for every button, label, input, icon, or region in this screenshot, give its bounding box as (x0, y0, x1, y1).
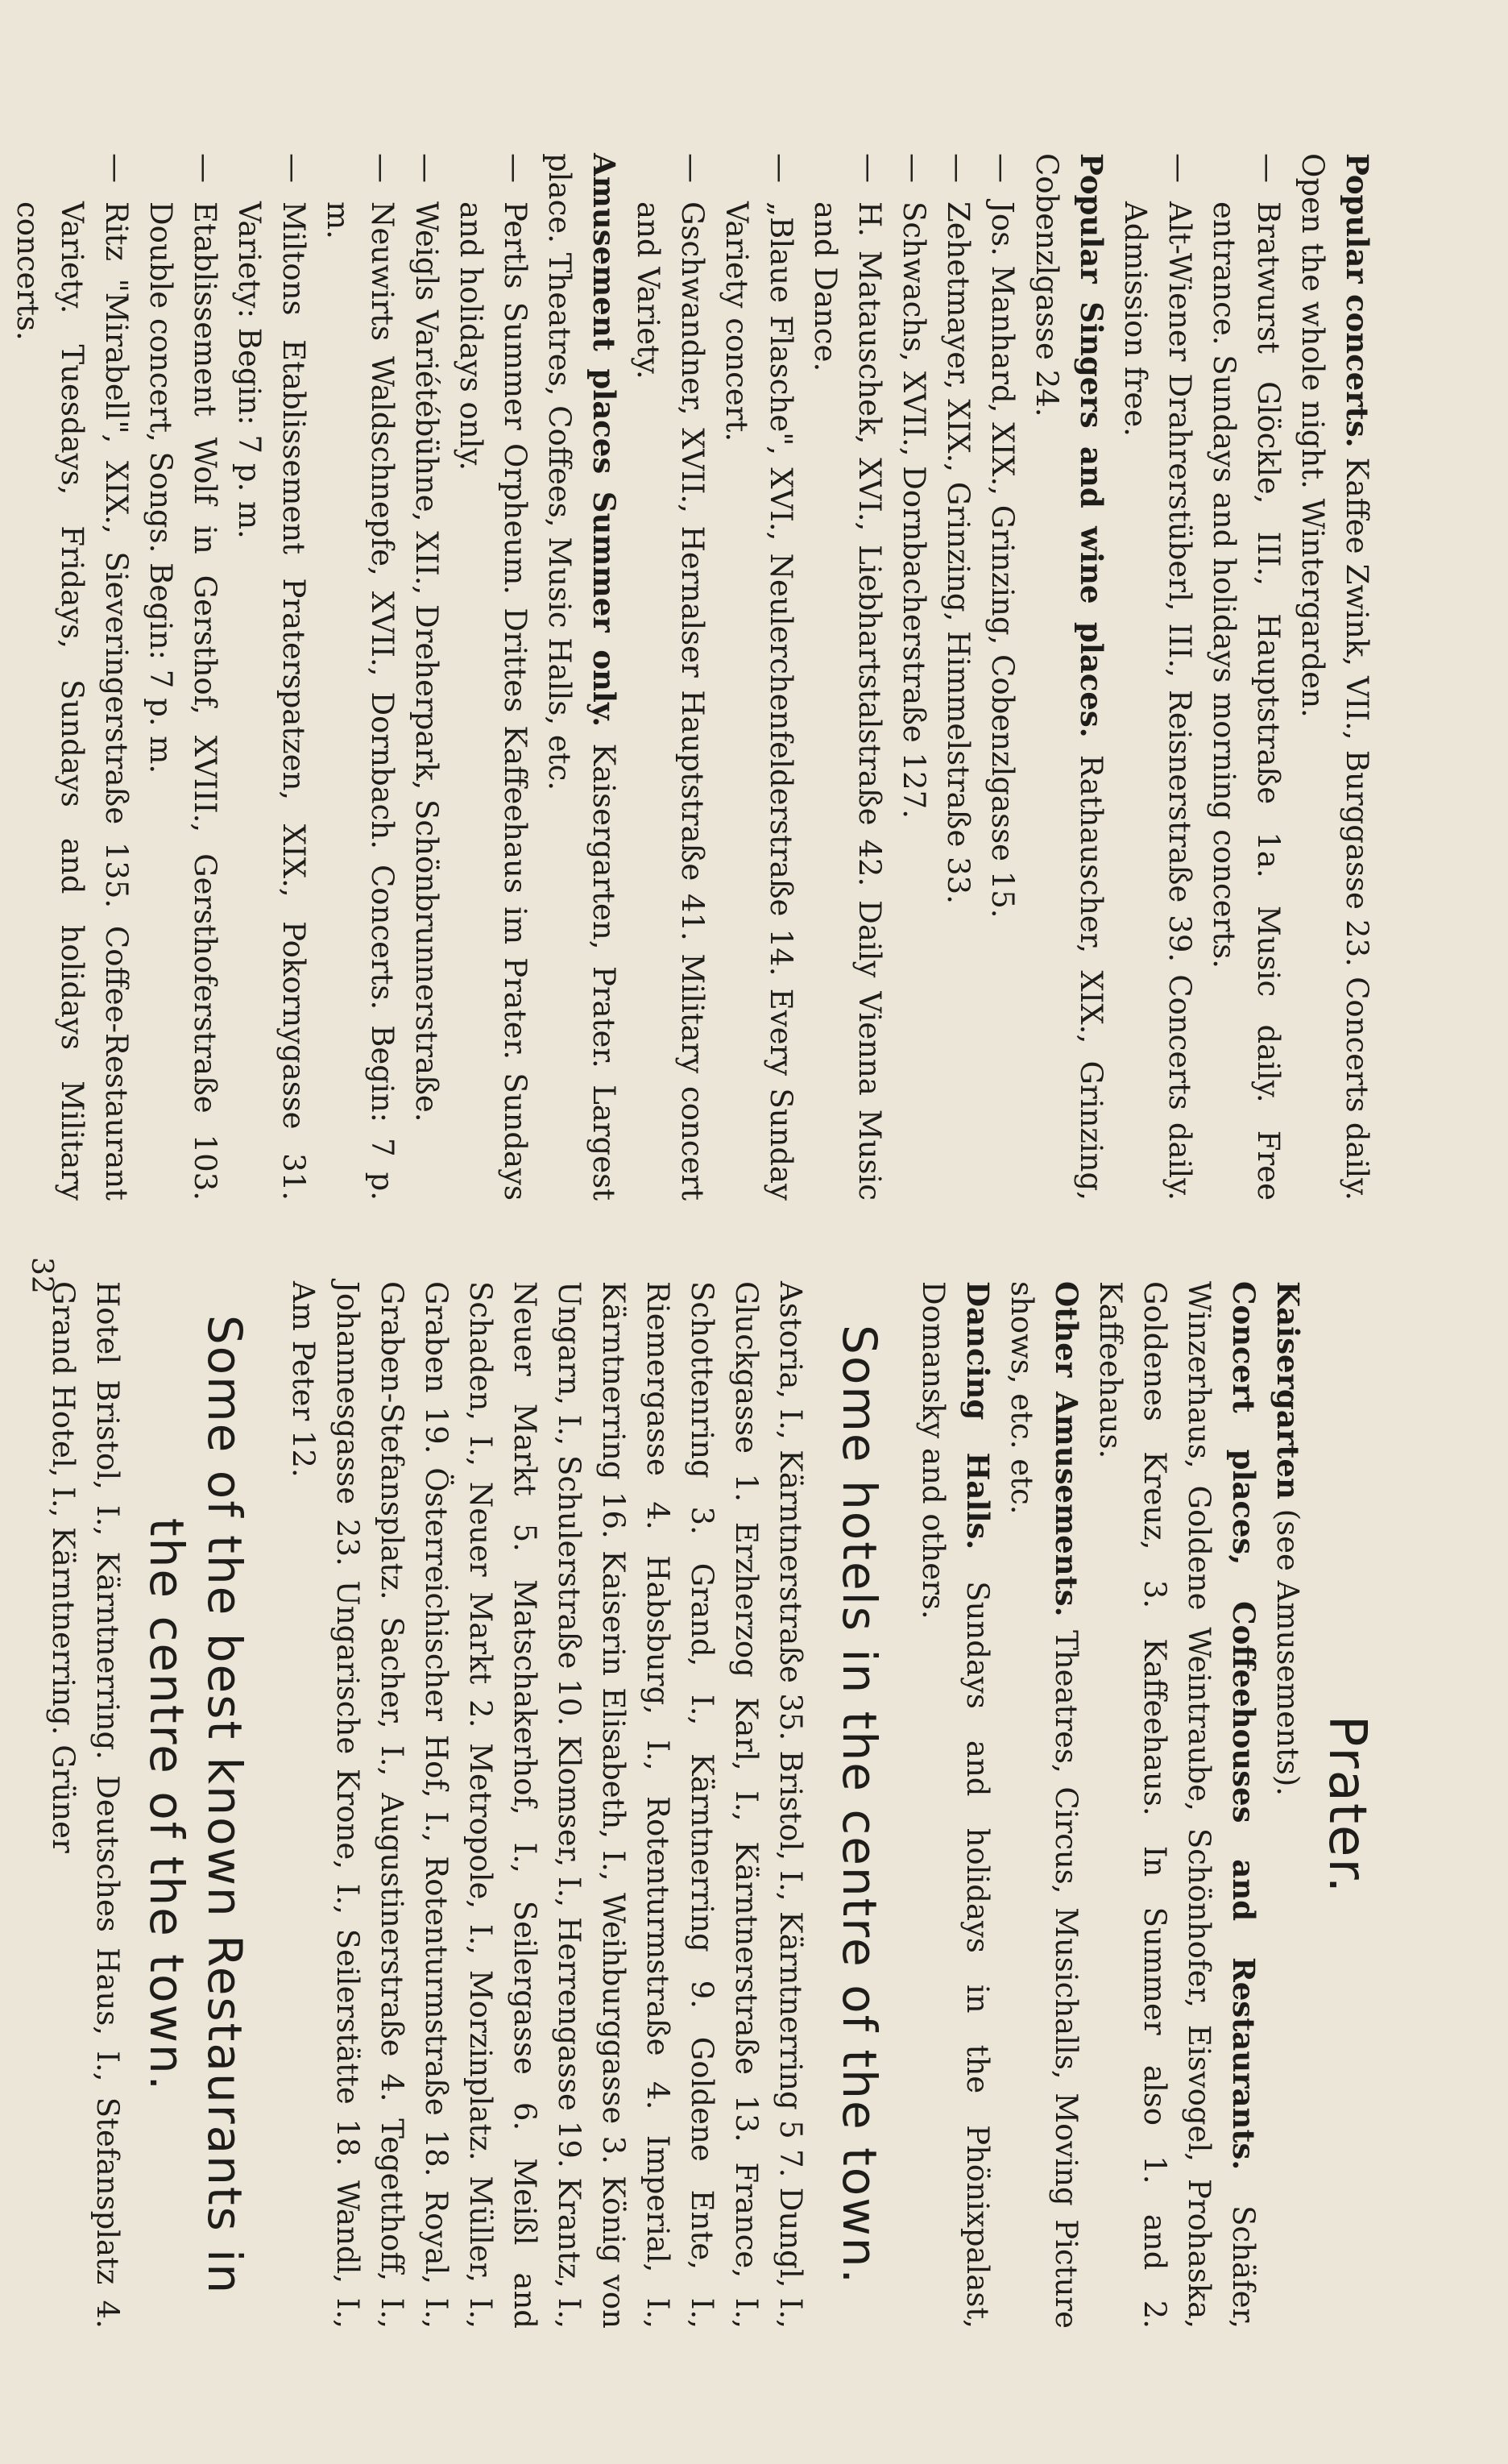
list-item (404, 153, 449, 1201)
dash-marker: — (276, 153, 311, 183)
entry-text: Kaffee Zwink, VII., Burggasse 23. Concerts daily. Open the whole night. Wintergarden. (1295, 153, 1374, 1201)
list-item (715, 153, 803, 1201)
entry-text: Theatres, Circus, Musichalls, Moving Picture shows, etc. etc. (1005, 1281, 1083, 2329)
item-text: H. Matauschek, XVI., Liebhartstalstraße 42. Daily Vienna Music and Dance. (808, 201, 887, 1201)
list-item (449, 153, 537, 1201)
item-text: Pertls Summer Orpheum. Drittes Kaffeehaus im Prater. Sundays and holidays only. (454, 201, 532, 1201)
dash-marker: — (852, 153, 887, 183)
other-amusements-entry (1000, 1281, 1088, 2329)
dash-marker: — (897, 153, 931, 183)
amusement-entry (537, 153, 626, 1201)
dash-marker: — (1162, 153, 1197, 183)
item-text: Weigls Variétébühne, XII., Dreherpark, Schönbrunnerstraße. (409, 201, 444, 1122)
item-text: Alt-Wiener Drahrerstüberl, III., Reisnerstraße 39. Concerts daily. Admission free. (1118, 201, 1197, 1201)
item-text: Etablissement Wolf in Gersthof, XVIII., Gersthoferstraße 103. Double concert, Songs. Begin: 7 p. m. (143, 201, 222, 1201)
dash-marker: — (365, 153, 400, 183)
item-text: Ritz "Mirabell", XIX., Sieveringerstraße 135. Coffee-Restaurant Variety. Tuesdays, Fridays, Sundays and holidays Military concerts. (10, 201, 134, 1201)
singers-entry (1025, 153, 1113, 1201)
dash-marker: — (498, 153, 532, 183)
right-column (41, 1281, 1379, 2329)
dancing-halls-entry (911, 1281, 1000, 2329)
section-title: Other Amusements. (1049, 1281, 1084, 1617)
list-item (1202, 153, 1290, 1201)
list-item (227, 153, 316, 1201)
section-title: Kaisergarten (1270, 1281, 1306, 1500)
dash-marker: — (99, 153, 134, 183)
list-item (626, 153, 715, 1201)
item-text: Neuwirts Waldschnepfe, XVII., Dornbach. Concerts. Begin: 7 p. m. (321, 201, 400, 1201)
dash-marker: — (409, 153, 444, 183)
item-text: Jos. Manhard, XIX., Grinzing, Cobenzlgasse 15. (985, 201, 1020, 919)
dash-marker: — (941, 153, 976, 183)
restaurants-list: Hotel Bristol, I., Kärntnerring. Deutsches Haus, I., Stefansplatz 4. Grand Hotel, I., Kärntnerring. Grüner (46, 1281, 125, 2329)
list-item (316, 153, 404, 1201)
restaurants-heading: Some of the best known Restaurants in the centre of the town. (139, 1314, 252, 2296)
entry-text: (see Amusements). (1270, 1508, 1305, 1797)
list-item (6, 153, 139, 1201)
dash-marker: — (675, 153, 710, 183)
section-title: Concert places, Coffeehouses and Restaurants. (1226, 1281, 1262, 2171)
list-item (1113, 153, 1202, 1201)
list-item (936, 153, 980, 1201)
entry-text: Kaisergarten, Prater. Largest place. Theatres, Coffees, Music Halls, etc. (542, 153, 621, 1201)
popular-concerts-entry (1290, 153, 1379, 1201)
dash-marker: — (985, 153, 1020, 183)
section-title: Dancing Halls. (960, 1281, 996, 1550)
item-text: Gschwandner, XVII., Hernalser Hauptstraße 41. Military concert and Variety. (631, 201, 710, 1201)
list-item (980, 153, 1025, 1201)
entry-text: Rathauscher, XIX., Grinzing, Cobenzlgasse 24. (1030, 153, 1108, 1201)
item-text: Zehetmayer, XIX., Grinzing, Himmelstraße 33. (941, 201, 976, 904)
item-text: „Blaue Flasche", XVI., Neulerchenfelderstraße 14. Every Sunday Variety concert. (719, 201, 798, 1201)
item-text: Miltons Etablissement Praterspatzen, XIX., Pokornygasse 31. Variety: Begin: 7 p. m. (232, 201, 311, 1201)
list-item (803, 153, 892, 1201)
hotels-heading: Some hotels in the centre of the town. (832, 1325, 887, 2285)
section-title: Popular concerts. (1340, 153, 1375, 448)
kaisergarten-entry (1266, 1281, 1310, 2329)
list-item (892, 153, 936, 1201)
section-title: Amusement places Summer only. (586, 153, 622, 728)
entry-text: Schäfer, Winzerhaus, Goldene Weintraube, Schönhofer, Eisvogel, Prohaska, Goldenes Kreuz, 3. Kaffeehaus. In Summer also 1. and 2. Kaffeehaus. (1093, 1281, 1261, 2329)
entry-text: Sundays and holidays in the Phönixpalast, Domansky and others. (916, 1281, 995, 2329)
dash-marker: — (764, 153, 798, 183)
concert-places-entry (1088, 1281, 1266, 2329)
item-text: Schwachs, XVII., Dornbacherstraße 127. (897, 201, 931, 819)
page-number: 32 (25, 1257, 58, 1294)
dash-marker: — (188, 153, 222, 183)
section-title: Popular Singers and wine places. (1074, 153, 1109, 738)
prater-heading: Prater. (1317, 1715, 1377, 1895)
hotels-list: Astoria, I., Kärntnerstraße 35. Bristol, I., Kärntnerring 5 7. Dungl, I., Gluckgasse 1. Erzherzog Karl, I., Kärntnerstraße 13. France, I., Schottenring 3. Grand, I., Kärntnerring 9. Goldene Ente, I., Riemergasse 4. Habsburg, I., Rotenturmstraße 4. Imperial, I., Kärntnerring 16. Kaiserin Elisabeth, I., Weihburggasse 3. König von Ungarn, I., Schulerstraße 10. Klomser, I., Herrengasse 19. Krantz, I., Neuer Markt 5. Matschakerhof, I., Seilergasse 6. Meißl and Schaden, I., Neuer Markt 2. Metropole, I., Morzinplatz. Müller, I., Graben 19. Österreichischer Hof, I., Rotenturmstraße 18. Royal, I., Graben-Stefansplatz. Sacher, I., Augustinerstraße 4. Tegetthoff, I., Johannesgasse 23. Ungarische Krone, I., Seilerstätte 18. Wandl, I., Am Peter 12. (286, 1281, 808, 2329)
left-column (6, 153, 1379, 1201)
dash-marker: — (1251, 153, 1286, 183)
item-text: Bratwurst Glöckle, III., Hauptstraße 1a. Music daily. Free entrance. Sundays and holidays morning concerts. (1207, 201, 1286, 1201)
list-item (139, 153, 227, 1201)
